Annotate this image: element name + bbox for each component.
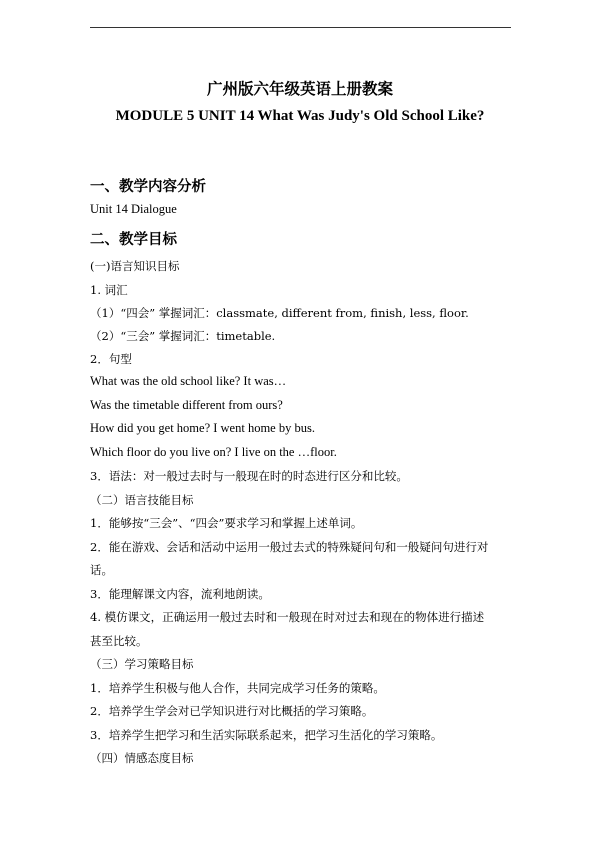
page-title-english: MODULE 5 UNIT 14 What Was Judy's Old School Like? — [115, 108, 485, 124]
objective-line: 话。 — [90, 563, 113, 577]
objective-line: （2）“三会” 掌握词汇：timetable. — [90, 329, 276, 343]
objective-line: 1．能够按“三会”、“四会”要求学习和掌握上述单词。 — [90, 516, 363, 530]
objective-line: 2．句型 — [90, 352, 132, 366]
objective-line: What was the old school like? It was… — [90, 374, 287, 388]
objective-line: 1. 词汇 — [90, 283, 128, 297]
objective-line: 4. 模仿课文，正确运用一般过去时和一般现在时对过去和现在的物体进行描述 — [90, 610, 485, 624]
objective-line: 3．培养学生把学习和生活实际联系起来，把学习生活化的学习策略。 — [90, 728, 443, 742]
objective-line: 甚至比较。 — [90, 634, 148, 648]
header-rule — [90, 27, 511, 28]
page-title-chinese: 广州版六年级英语上册教案 — [206, 79, 393, 98]
objective-line: 3．能理解课文内容，流利地朗读。 — [90, 587, 270, 601]
objective-line: 3．语法：对一般过去时与一般现在时的时态进行区分和比较。 — [90, 469, 408, 483]
section-body-unit: Unit 14 Dialogue — [90, 202, 177, 216]
objective-line: Was the timetable different from ours? — [90, 398, 283, 412]
objective-line: （1）“四会” 掌握词汇：classmate, different from, finish, less, floor. — [90, 306, 469, 320]
objective-line: （三）学习策略目标 — [90, 657, 194, 671]
objective-line: （二）语言技能目标 — [90, 493, 194, 507]
objective-line: 1．培养学生积极与他人合作，共同完成学习任务的策略。 — [90, 681, 385, 695]
section-heading-objectives: 二、教学目标 — [90, 231, 177, 248]
section-heading-content-analysis: 一、教学内容分析 — [90, 178, 206, 195]
objective-line: （四）情感态度目标 — [90, 751, 194, 765]
objective-line: 2．能在游戏、会话和活动中运用一般过去式的特殊疑问句和一般疑问句进行对 — [90, 540, 489, 554]
objective-line: How did you get home? I went home by bus. — [90, 421, 315, 435]
objective-line: Which floor do you live on? I live on the …floor. — [90, 445, 337, 459]
objective-line: 2．培养学生学会对已学知识进行对比概括的学习策略。 — [90, 704, 374, 718]
objective-line: (一)语言知识目标 — [90, 259, 180, 273]
